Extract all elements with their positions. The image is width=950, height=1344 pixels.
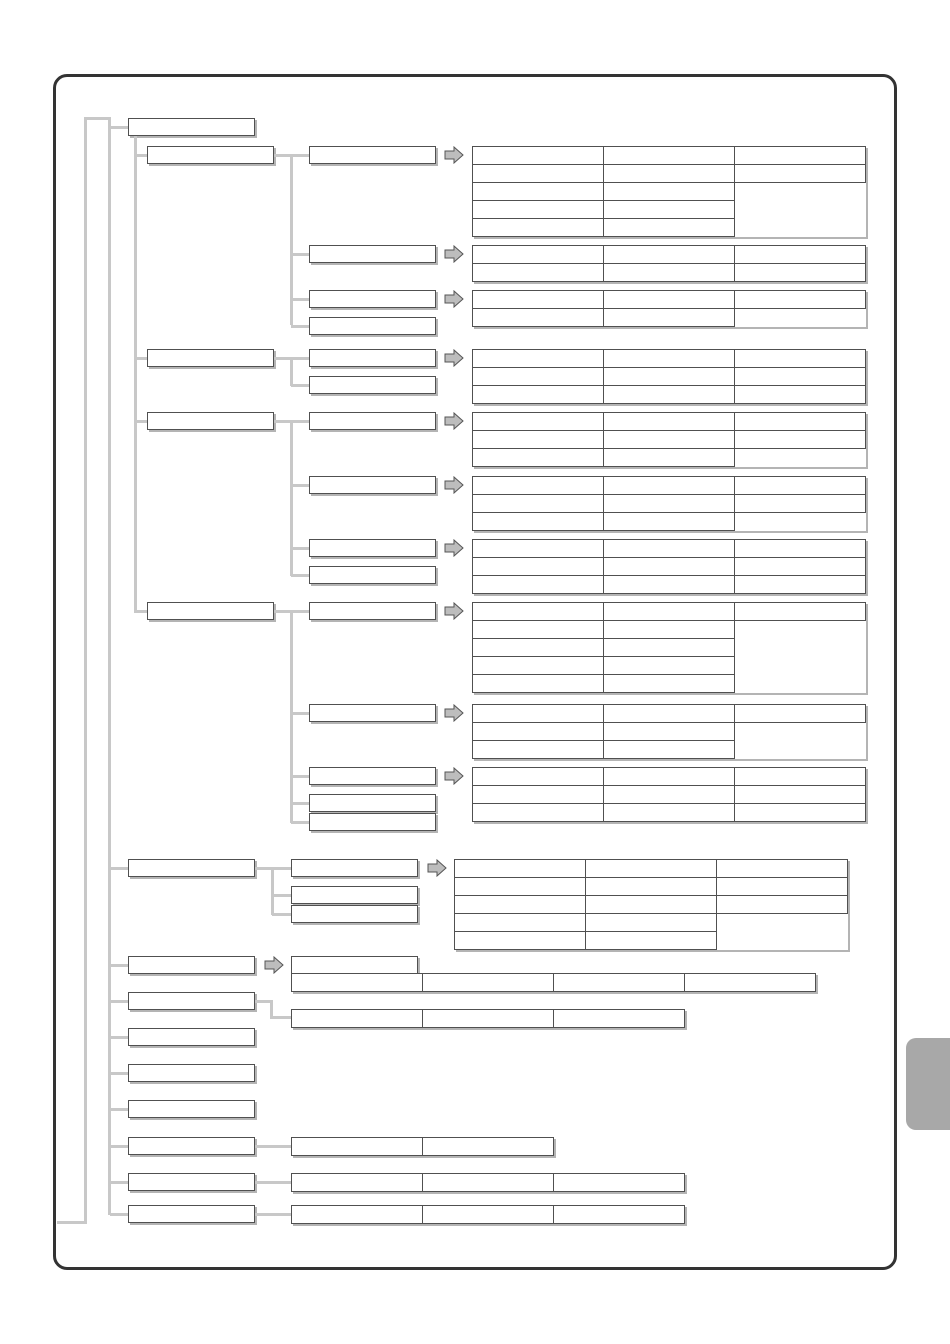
option-row xyxy=(473,386,866,404)
option-cell[interactable] xyxy=(473,183,604,201)
sub-item-18[interactable] xyxy=(291,905,418,923)
empty-cell xyxy=(735,309,866,327)
option-cell[interactable] xyxy=(604,705,735,723)
top-out-line xyxy=(255,1181,292,1184)
option-cell[interactable] xyxy=(604,291,735,309)
option-cell[interactable] xyxy=(604,264,735,282)
top-branch-line xyxy=(110,867,129,870)
option-cell[interactable] xyxy=(473,309,604,327)
option-row xyxy=(473,309,866,327)
option-table xyxy=(454,859,848,950)
option-row xyxy=(455,914,848,932)
option-cell[interactable] xyxy=(473,513,604,531)
level1-trunk-line xyxy=(108,117,111,1215)
option-cell[interactable] xyxy=(717,878,848,896)
option-row xyxy=(455,896,848,914)
option-cell[interactable] xyxy=(685,974,816,992)
option-cell[interactable] xyxy=(473,621,604,639)
top-level-item-8[interactable] xyxy=(128,1137,255,1155)
option-cell[interactable] xyxy=(586,878,717,896)
option-table xyxy=(472,704,866,759)
option-row xyxy=(455,932,848,950)
option-cell[interactable] xyxy=(604,768,735,786)
sub-branch-line xyxy=(291,484,310,487)
option-cell[interactable] xyxy=(717,860,848,878)
sub-item-12[interactable] xyxy=(309,704,436,722)
option-cell[interactable] xyxy=(473,386,604,404)
option-cell[interactable] xyxy=(604,477,735,495)
top-branch-line xyxy=(110,1072,129,1075)
option-cell[interactable] xyxy=(473,291,604,309)
option-cell[interactable] xyxy=(473,165,604,183)
empty-cell xyxy=(735,219,866,237)
option-cell[interactable] xyxy=(473,675,604,693)
option-cell[interactable] xyxy=(604,723,735,741)
right-arrow-icon xyxy=(444,602,464,620)
option-cell[interactable] xyxy=(292,1138,423,1156)
option-cell[interactable] xyxy=(735,705,866,723)
sub-item-6[interactable] xyxy=(309,376,436,394)
option-cell[interactable] xyxy=(423,1010,554,1028)
right-arrow-icon xyxy=(444,476,464,494)
option-table xyxy=(472,146,866,237)
option-row xyxy=(473,576,866,594)
sub-branch-line xyxy=(272,913,291,916)
right-arrow-icon xyxy=(444,245,464,263)
option-cell[interactable] xyxy=(604,804,735,822)
empty-cell xyxy=(735,621,866,639)
sub-trunk-line xyxy=(290,611,293,823)
option-cell[interactable] xyxy=(604,219,735,237)
sub-branch-line xyxy=(291,802,310,805)
option-cell[interactable] xyxy=(473,558,604,576)
top-level-item-2[interactable] xyxy=(128,859,255,877)
empty-cell xyxy=(735,513,866,531)
group-item-3[interactable] xyxy=(147,412,274,430)
option-row xyxy=(473,291,866,309)
option-cell[interactable] xyxy=(735,264,866,282)
sub-branch-line xyxy=(291,420,310,423)
top-level-item-6[interactable] xyxy=(128,1064,255,1082)
sub-item-7[interactable] xyxy=(309,412,436,430)
option-table xyxy=(472,290,866,327)
option-cell[interactable] xyxy=(455,860,586,878)
option-row xyxy=(473,639,866,657)
top-out-line xyxy=(255,1213,292,1216)
option-row xyxy=(473,413,866,431)
sub-trunk-line xyxy=(271,867,274,915)
top-out-line xyxy=(255,1145,292,1148)
top-level-item-1[interactable] xyxy=(128,118,255,136)
option-cell[interactable] xyxy=(473,723,604,741)
option-row xyxy=(473,768,866,786)
option-cell[interactable] xyxy=(423,974,554,992)
option-cell[interactable] xyxy=(604,513,735,531)
option-row xyxy=(473,431,866,449)
option-cell[interactable] xyxy=(604,309,735,327)
option-cell[interactable] xyxy=(735,786,866,804)
right-arrow-icon xyxy=(444,290,464,308)
sub-branch-line xyxy=(291,384,310,387)
option-cell[interactable] xyxy=(735,350,866,368)
sub-item-14[interactable] xyxy=(309,794,436,812)
sub-branch-line xyxy=(291,298,310,301)
option-row xyxy=(455,860,848,878)
right-arrow-icon xyxy=(444,412,464,430)
sub-item-2[interactable] xyxy=(309,245,436,263)
sub-branch-line xyxy=(272,867,291,870)
option-cell[interactable] xyxy=(473,413,604,431)
sub-trunk-line xyxy=(290,421,293,576)
option-cell[interactable] xyxy=(292,1174,423,1192)
right-arrow-icon xyxy=(264,956,284,974)
top-level-item-7[interactable] xyxy=(128,1100,255,1118)
option-cell[interactable] xyxy=(586,932,717,950)
sub-item-4[interactable] xyxy=(309,317,436,335)
option-cell[interactable] xyxy=(455,932,586,950)
empty-cell xyxy=(735,741,866,759)
option-cell[interactable] xyxy=(473,603,604,621)
option-cell[interactable] xyxy=(604,165,735,183)
option-cell[interactable] xyxy=(473,246,604,264)
option-row xyxy=(473,513,866,531)
option-cell[interactable] xyxy=(604,431,735,449)
option-cell[interactable] xyxy=(604,741,735,759)
option-table xyxy=(472,539,866,594)
option-table xyxy=(291,1137,554,1156)
sub-item-1[interactable] xyxy=(309,146,436,164)
option-cell[interactable] xyxy=(604,495,735,513)
option-cell[interactable] xyxy=(473,705,604,723)
option-cell[interactable] xyxy=(735,804,866,822)
option-row xyxy=(473,246,866,264)
top-level-item-5[interactable] xyxy=(128,1028,255,1046)
option-row xyxy=(473,264,866,282)
option-row xyxy=(473,657,866,675)
top-level-item-10[interactable] xyxy=(128,1205,255,1223)
sub-trunk-line xyxy=(290,358,293,386)
option-row xyxy=(473,540,866,558)
option-table xyxy=(472,412,866,467)
empty-cell xyxy=(735,675,866,693)
option-row xyxy=(473,786,866,804)
option-row xyxy=(473,705,866,723)
option-cell[interactable] xyxy=(735,768,866,786)
sub-item-9[interactable] xyxy=(309,539,436,557)
option-cell[interactable] xyxy=(473,477,604,495)
top-branch-line xyxy=(110,1181,129,1184)
sub-item-11[interactable] xyxy=(309,602,436,620)
group-item-2[interactable] xyxy=(147,349,274,367)
option-cell[interactable] xyxy=(455,896,586,914)
empty-cell xyxy=(735,201,866,219)
option-cell[interactable] xyxy=(604,368,735,386)
top-branch-line xyxy=(110,126,129,129)
option-cell[interactable] xyxy=(455,878,586,896)
option-table xyxy=(472,245,866,282)
empty-cell xyxy=(735,657,866,675)
option-cell[interactable] xyxy=(554,1206,685,1224)
option-cell[interactable] xyxy=(473,576,604,594)
option-cell[interactable] xyxy=(473,657,604,675)
option-cell[interactable] xyxy=(604,558,735,576)
option-cell[interactable] xyxy=(604,147,735,165)
chapter-side-tab xyxy=(906,1038,950,1130)
option-cell[interactable] xyxy=(292,1206,423,1224)
sub-branch-line xyxy=(291,712,310,715)
option-row xyxy=(473,723,866,741)
option-cell[interactable] xyxy=(473,495,604,513)
option-cell[interactable] xyxy=(604,576,735,594)
top-level-item-9[interactable] xyxy=(128,1173,255,1191)
sub-item-13[interactable] xyxy=(309,767,436,785)
option-row xyxy=(473,219,866,237)
sub-branch-line xyxy=(291,821,310,824)
option-row xyxy=(473,183,866,201)
option-cell[interactable] xyxy=(735,477,866,495)
sub-item-17[interactable] xyxy=(291,886,418,904)
option-row xyxy=(473,350,866,368)
top-level-item-4[interactable] xyxy=(128,992,255,1010)
option-table xyxy=(291,1009,685,1028)
option-table xyxy=(291,1205,685,1224)
top-branch-line xyxy=(110,964,129,967)
option-table xyxy=(472,349,866,404)
option-row xyxy=(455,878,848,896)
option-cell[interactable] xyxy=(586,896,717,914)
option-cell[interactable] xyxy=(604,350,735,368)
sub-item-15[interactable] xyxy=(309,813,436,831)
right-arrow-icon xyxy=(444,767,464,785)
option-cell[interactable] xyxy=(292,974,423,992)
option-cell[interactable] xyxy=(292,1010,423,1028)
option-cell[interactable] xyxy=(604,786,735,804)
option-cell[interactable] xyxy=(735,246,866,264)
top-level-item-3[interactable] xyxy=(128,956,255,974)
option-cell[interactable] xyxy=(604,540,735,558)
option-cell[interactable] xyxy=(586,860,717,878)
option-table xyxy=(291,1173,685,1192)
option-table xyxy=(472,602,866,693)
option-cell[interactable] xyxy=(735,413,866,431)
sub-item-8[interactable] xyxy=(309,476,436,494)
option-cell[interactable] xyxy=(473,786,604,804)
option-cell[interactable] xyxy=(586,914,717,932)
root-top-line xyxy=(84,117,110,120)
option-cell[interactable] xyxy=(735,603,866,621)
option-cell[interactable] xyxy=(604,621,735,639)
sub-branch-line xyxy=(291,775,310,778)
option-cell[interactable] xyxy=(735,165,866,183)
sub-branch-line xyxy=(291,574,310,577)
option-cell[interactable] xyxy=(604,413,735,431)
option-row xyxy=(292,1206,685,1224)
top-branch-line xyxy=(110,1213,129,1216)
sub-item-5[interactable] xyxy=(309,349,436,367)
option-cell[interactable] xyxy=(473,350,604,368)
option-cell[interactable] xyxy=(423,1138,554,1156)
option-cell[interactable] xyxy=(735,540,866,558)
option-cell[interactable] xyxy=(604,201,735,219)
option-cell[interactable] xyxy=(473,147,604,165)
option-cell[interactable] xyxy=(604,657,735,675)
sub-branch-line xyxy=(291,325,310,328)
option-cell[interactable] xyxy=(473,431,604,449)
option-cell[interactable] xyxy=(455,914,586,932)
option-cell[interactable] xyxy=(735,431,866,449)
option-row xyxy=(473,368,866,386)
option-cell[interactable] xyxy=(473,368,604,386)
empty-cell xyxy=(735,723,866,741)
option-cell[interactable] xyxy=(735,147,866,165)
option-cell[interactable] xyxy=(473,639,604,657)
right-arrow-icon xyxy=(444,349,464,367)
option-cell[interactable] xyxy=(473,264,604,282)
option-row xyxy=(473,147,866,165)
option-row xyxy=(473,201,866,219)
option-cell[interactable] xyxy=(423,1174,554,1192)
option-cell[interactable] xyxy=(473,449,604,467)
sub-item-single[interactable] xyxy=(291,956,418,974)
sub-item-16[interactable] xyxy=(291,859,418,877)
sub-branch-line xyxy=(291,547,310,550)
sub-branch-line xyxy=(272,894,291,897)
empty-cell xyxy=(717,914,848,932)
option-cell[interactable] xyxy=(554,1010,685,1028)
option-row xyxy=(473,495,866,513)
right-arrow-icon xyxy=(444,704,464,722)
option-cell[interactable] xyxy=(604,449,735,467)
option-cell[interactable] xyxy=(735,576,866,594)
option-cell[interactable] xyxy=(473,768,604,786)
option-cell[interactable] xyxy=(604,639,735,657)
sub-item-10[interactable] xyxy=(309,566,436,584)
option-cell[interactable] xyxy=(604,603,735,621)
sub-branch-line xyxy=(291,610,310,613)
option-cell[interactable] xyxy=(604,246,735,264)
top-branch-line xyxy=(110,1000,129,1003)
option-row xyxy=(473,741,866,759)
option-row xyxy=(473,804,866,822)
sub-item-3[interactable] xyxy=(309,290,436,308)
option-row xyxy=(292,974,816,992)
sub-branch-line xyxy=(270,1016,292,1019)
option-cell[interactable] xyxy=(735,291,866,309)
option-cell[interactable] xyxy=(735,558,866,576)
option-cell[interactable] xyxy=(604,183,735,201)
option-cell[interactable] xyxy=(423,1206,554,1224)
option-cell[interactable] xyxy=(473,741,604,759)
top-branch-line xyxy=(110,1145,129,1148)
empty-cell xyxy=(735,449,866,467)
option-cell[interactable] xyxy=(735,495,866,513)
group-item-1[interactable] xyxy=(147,146,274,164)
right-arrow-icon xyxy=(444,539,464,557)
option-table xyxy=(472,476,866,531)
option-row xyxy=(473,449,866,467)
top-branch-line xyxy=(110,1036,129,1039)
option-cell[interactable] xyxy=(473,201,604,219)
option-cell[interactable] xyxy=(717,896,848,914)
sub-branch-line xyxy=(291,357,310,360)
option-cell[interactable] xyxy=(554,1174,685,1192)
option-cell[interactable] xyxy=(604,675,735,693)
group-trunk-line xyxy=(134,136,137,613)
right-arrow-icon xyxy=(427,859,447,877)
root-trunk-line xyxy=(84,117,87,1224)
sub-branch-line xyxy=(291,253,310,256)
sub-branch-line xyxy=(291,154,310,157)
option-table xyxy=(472,767,866,822)
option-cell[interactable] xyxy=(735,386,866,404)
root-stem-line xyxy=(57,1221,87,1224)
option-table xyxy=(291,973,816,992)
group-item-4[interactable] xyxy=(147,602,274,620)
option-row xyxy=(473,477,866,495)
option-row xyxy=(292,1010,685,1028)
option-row xyxy=(473,603,866,621)
option-row xyxy=(473,621,866,639)
empty-cell xyxy=(717,932,848,950)
empty-cell xyxy=(735,639,866,657)
top-branch-line xyxy=(110,1108,129,1111)
option-cell[interactable] xyxy=(473,540,604,558)
option-row xyxy=(292,1138,554,1156)
option-row xyxy=(473,165,866,183)
option-cell[interactable] xyxy=(554,974,685,992)
option-row xyxy=(473,675,866,693)
option-cell[interactable] xyxy=(473,219,604,237)
right-arrow-icon xyxy=(444,146,464,164)
option-cell[interactable] xyxy=(735,368,866,386)
option-cell[interactable] xyxy=(473,804,604,822)
option-row xyxy=(292,1174,685,1192)
option-cell[interactable] xyxy=(604,386,735,404)
empty-cell xyxy=(735,183,866,201)
option-row xyxy=(473,558,866,576)
